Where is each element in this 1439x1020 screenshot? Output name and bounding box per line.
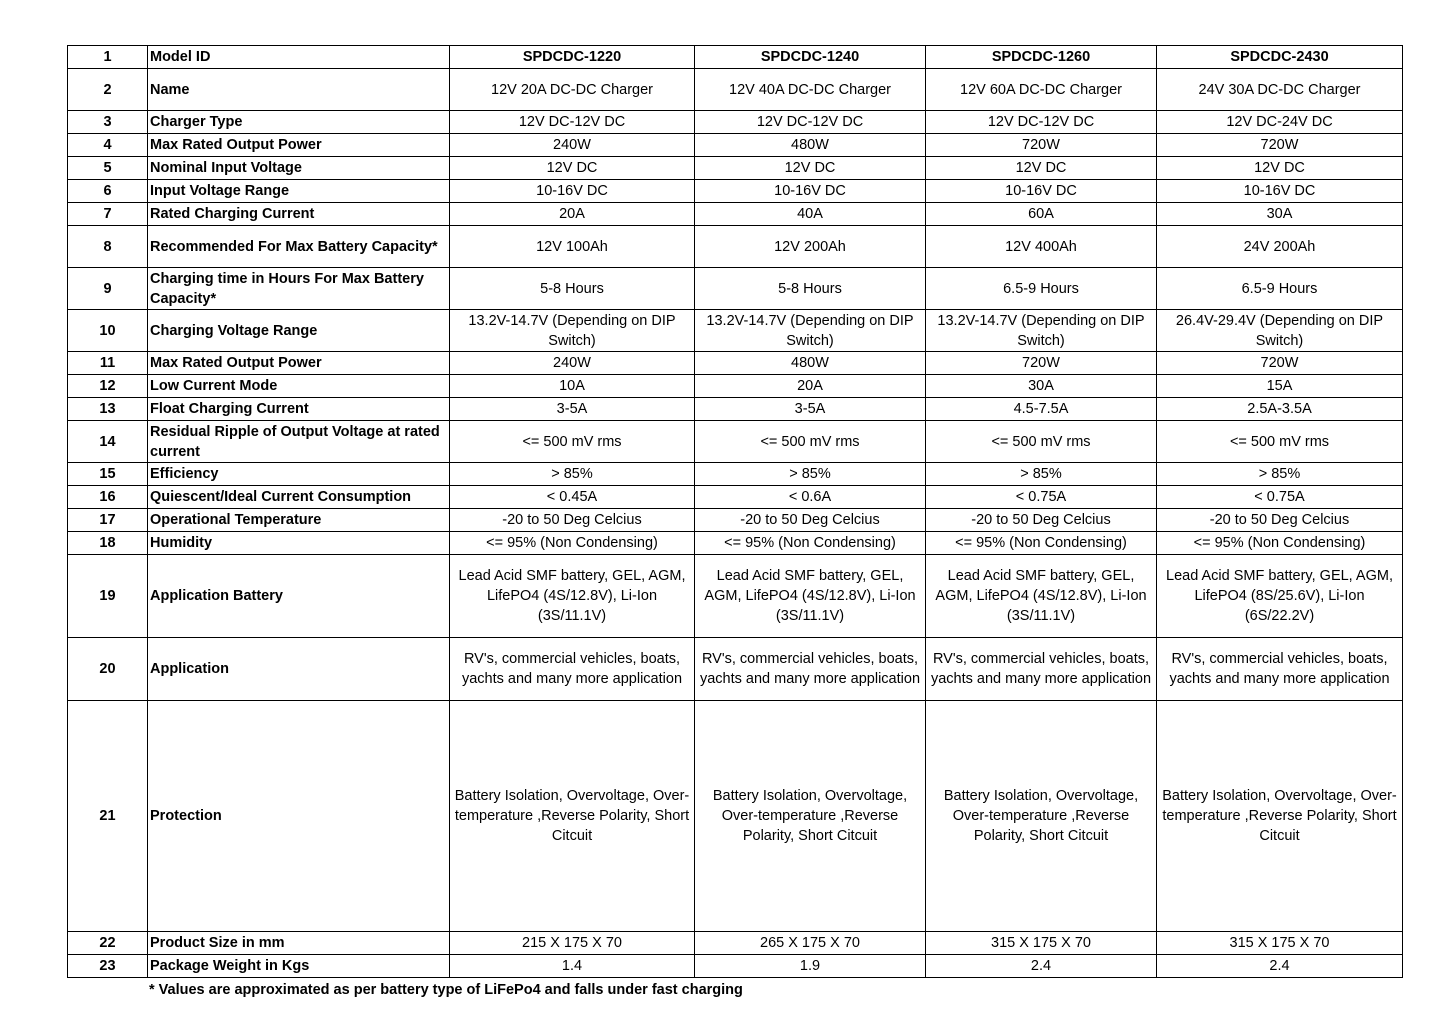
cell-value: SPDCDC-2430: [1157, 46, 1403, 69]
cell-value: 480W: [695, 134, 926, 157]
cell-value: 15A: [1157, 375, 1403, 398]
row-label: Model ID: [148, 46, 450, 69]
row-label: Residual Ripple of Output Voltage at rated current: [148, 421, 450, 463]
cell-value: 26.4V-29.4V (Depending on DIP Switch): [1157, 310, 1403, 352]
cell-value: SPDCDC-1240: [695, 46, 926, 69]
cell-value: RV's, commercial vehicles, boats, yachts and many more application: [1157, 638, 1403, 701]
cell-value: 1.9: [695, 955, 926, 978]
cell-value: 13.2V-14.7V (Depending on DIP Switch): [695, 310, 926, 352]
cell-value: <= 95% (Non Condensing): [1157, 532, 1403, 555]
cell-value: <= 500 mV rms: [695, 421, 926, 463]
cell-value: < 0.45A: [450, 486, 695, 509]
cell-value: 5-8 Hours: [695, 268, 926, 310]
row-number: 15: [68, 463, 148, 486]
footnote: * Values are approximated as per battery type of LiFePo4 and falls under fast charging: [149, 982, 743, 998]
table-row: [68, 486, 1403, 509]
row-number: 11: [68, 352, 148, 375]
row-number: 4: [68, 134, 148, 157]
row-number: 2: [68, 69, 148, 111]
cell-value: Lead Acid SMF battery, GEL, AGM, LifePO4 (4S/12.8V), Li-Ion (3S/11.1V): [450, 555, 695, 638]
cell-value: 2.5A-3.5A: [1157, 398, 1403, 421]
table-row: [68, 268, 1403, 310]
row-label: Product Size in mm: [148, 932, 450, 955]
cell-value: -20 to 50 Deg Celcius: [1157, 509, 1403, 532]
row-number: 9: [68, 268, 148, 310]
row-label: Recommended For Max Battery Capacity*: [148, 226, 450, 268]
row-label: Low Current Mode: [148, 375, 450, 398]
row-label: Efficiency: [148, 463, 450, 486]
row-number: 3: [68, 111, 148, 134]
cell-value: 5-8 Hours: [450, 268, 695, 310]
cell-value: 24V 200Ah: [1157, 226, 1403, 268]
table-row: [68, 226, 1403, 268]
cell-value: -20 to 50 Deg Celcius: [695, 509, 926, 532]
cell-value: 240W: [450, 352, 695, 375]
cell-value: 12V DC-24V DC: [1157, 111, 1403, 134]
row-label: Quiescent/Ideal Current Consumption: [148, 486, 450, 509]
row-label: Charger Type: [148, 111, 450, 134]
cell-value: 30A: [926, 375, 1157, 398]
table-row: [68, 111, 1403, 134]
table-row: [68, 203, 1403, 226]
cell-value: 10-16V DC: [926, 180, 1157, 203]
cell-value: 2.4: [1157, 955, 1403, 978]
cell-value: Battery Isolation, Overvoltage, Over-temperature ,Reverse Polarity, Short Citcuit: [1157, 701, 1403, 932]
row-number: 8: [68, 226, 148, 268]
row-number: 19: [68, 555, 148, 638]
cell-value: 12V 400Ah: [926, 226, 1157, 268]
cell-value: RV's, commercial vehicles, boats, yachts and many more application: [695, 638, 926, 701]
cell-value: Lead Acid SMF battery, GEL, AGM, LifePO4 (4S/12.8V), Li-Ion (3S/11.1V): [926, 555, 1157, 638]
row-label: Max Rated Output Power: [148, 134, 450, 157]
row-number: 20: [68, 638, 148, 701]
cell-value: > 85%: [450, 463, 695, 486]
row-number: 21: [68, 701, 148, 932]
row-label: Charging Voltage Range: [148, 310, 450, 352]
cell-value: 12V DC: [450, 157, 695, 180]
cell-value: <= 500 mV rms: [450, 421, 695, 463]
cell-value: 40A: [695, 203, 926, 226]
row-number: 10: [68, 310, 148, 352]
cell-value: Lead Acid SMF battery, GEL, AGM, LifePO4 (8S/25.6V), Li-Ion (6S/22.2V): [1157, 555, 1403, 638]
row-number: 16: [68, 486, 148, 509]
cell-value: 12V DC-12V DC: [926, 111, 1157, 134]
cell-value: <= 95% (Non Condensing): [695, 532, 926, 555]
row-number: 23: [68, 955, 148, 978]
row-number: 6: [68, 180, 148, 203]
table-row: [68, 352, 1403, 375]
cell-value: 30A: [1157, 203, 1403, 226]
cell-value: 6.5-9 Hours: [1157, 268, 1403, 310]
table-row: [68, 955, 1403, 978]
row-number: 12: [68, 375, 148, 398]
table-row: [68, 555, 1403, 638]
row-label: Input Voltage Range: [148, 180, 450, 203]
row-label: Protection: [148, 701, 450, 932]
cell-value: 720W: [926, 352, 1157, 375]
cell-value: < 0.75A: [1157, 486, 1403, 509]
row-label: Nominal Input Voltage: [148, 157, 450, 180]
row-label: Rated Charging Current: [148, 203, 450, 226]
cell-value: 6.5-9 Hours: [926, 268, 1157, 310]
cell-value: 12V 60A DC-DC Charger: [926, 69, 1157, 111]
table-row: [68, 310, 1403, 352]
cell-value: > 85%: [1157, 463, 1403, 486]
cell-value: 12V 200Ah: [695, 226, 926, 268]
cell-value: 24V 30A DC-DC Charger: [1157, 69, 1403, 111]
cell-value: 12V DC: [1157, 157, 1403, 180]
cell-value: 720W: [1157, 134, 1403, 157]
table-row: [68, 463, 1403, 486]
cell-value: 3-5A: [695, 398, 926, 421]
cell-value: -20 to 50 Deg Celcius: [926, 509, 1157, 532]
cell-value: 1.4: [450, 955, 695, 978]
cell-value: 10-16V DC: [695, 180, 926, 203]
row-number: 7: [68, 203, 148, 226]
cell-value: 12V 40A DC-DC Charger: [695, 69, 926, 111]
cell-value: 10-16V DC: [1157, 180, 1403, 203]
cell-value: 10A: [450, 375, 695, 398]
table-row: [68, 421, 1403, 463]
cell-value: 12V 100Ah: [450, 226, 695, 268]
row-label: Application: [148, 638, 450, 701]
cell-value: RV's, commercial vehicles, boats, yachts and many more application: [450, 638, 695, 701]
cell-value: <= 95% (Non Condensing): [450, 532, 695, 555]
cell-value: 480W: [695, 352, 926, 375]
cell-value: 13.2V-14.7V (Depending on DIP Switch): [926, 310, 1157, 352]
cell-value: 315 X 175 X 70: [1157, 932, 1403, 955]
cell-value: > 85%: [695, 463, 926, 486]
cell-value: < 0.6A: [695, 486, 926, 509]
cell-value: 240W: [450, 134, 695, 157]
cell-value: 12V DC-12V DC: [695, 111, 926, 134]
cell-value: < 0.75A: [926, 486, 1157, 509]
table-row: [68, 532, 1403, 555]
cell-value: > 85%: [926, 463, 1157, 486]
cell-value: 720W: [926, 134, 1157, 157]
cell-value: 12V DC: [926, 157, 1157, 180]
table-row: [68, 932, 1403, 955]
cell-value: Lead Acid SMF battery, GEL, AGM, LifePO4 (4S/12.8V), Li-Ion (3S/11.1V): [695, 555, 926, 638]
spec-table-body: [68, 46, 1403, 978]
cell-value: <= 95% (Non Condensing): [926, 532, 1157, 555]
cell-value: 13.2V-14.7V (Depending on DIP Switch): [450, 310, 695, 352]
table-row: [68, 46, 1403, 69]
cell-value: 315 X 175 X 70: [926, 932, 1157, 955]
cell-value: <= 500 mV rms: [926, 421, 1157, 463]
cell-value: 720W: [1157, 352, 1403, 375]
cell-value: 3-5A: [450, 398, 695, 421]
cell-value: 215 X 175 X 70: [450, 932, 695, 955]
cell-value: 2.4: [926, 955, 1157, 978]
row-number: 18: [68, 532, 148, 555]
cell-value: 12V DC-12V DC: [450, 111, 695, 134]
row-label: Float Charging Current: [148, 398, 450, 421]
cell-value: Battery Isolation, Overvoltage, Over-temperature ,Reverse Polarity, Short Citcuit: [450, 701, 695, 932]
row-label: Name: [148, 69, 450, 111]
row-number: 1: [68, 46, 148, 69]
cell-value: 265 X 175 X 70: [695, 932, 926, 955]
row-label: Package Weight in Kgs: [148, 955, 450, 978]
cell-value: 20A: [450, 203, 695, 226]
table-row: [68, 134, 1403, 157]
cell-value: -20 to 50 Deg Celcius: [450, 509, 695, 532]
cell-value: 4.5-7.5A: [926, 398, 1157, 421]
table-row: [68, 701, 1403, 932]
row-label: Humidity: [148, 532, 450, 555]
row-label: Application Battery: [148, 555, 450, 638]
cell-value: RV's, commercial vehicles, boats, yachts and many more application: [926, 638, 1157, 701]
row-label: Max Rated Output Power: [148, 352, 450, 375]
table-row: [68, 69, 1403, 111]
row-number: 22: [68, 932, 148, 955]
row-number: 14: [68, 421, 148, 463]
cell-value: SPDCDC-1260: [926, 46, 1157, 69]
table-row: [68, 180, 1403, 203]
row-label: Operational Temperature: [148, 509, 450, 532]
cell-value: Battery Isolation, Overvoltage, Over-temperature ,Reverse Polarity, Short Citcuit: [695, 701, 926, 932]
spec-table: [67, 45, 1403, 978]
cell-value: Battery Isolation, Overvoltage, Over-temperature ,Reverse Polarity, Short Citcuit: [926, 701, 1157, 932]
table-row: [68, 398, 1403, 421]
cell-value: 10-16V DC: [450, 180, 695, 203]
table-row: [68, 638, 1403, 701]
cell-value: <= 500 mV rms: [1157, 421, 1403, 463]
row-label: Charging time in Hours For Max Battery Capacity*: [148, 268, 450, 310]
cell-value: 12V 20A DC-DC Charger: [450, 69, 695, 111]
row-number: 5: [68, 157, 148, 180]
table-row: [68, 375, 1403, 398]
row-number: 13: [68, 398, 148, 421]
cell-value: SPDCDC-1220: [450, 46, 695, 69]
cell-value: 60A: [926, 203, 1157, 226]
table-row: [68, 157, 1403, 180]
table-row: [68, 509, 1403, 532]
row-number: 17: [68, 509, 148, 532]
cell-value: 20A: [695, 375, 926, 398]
cell-value: 12V DC: [695, 157, 926, 180]
